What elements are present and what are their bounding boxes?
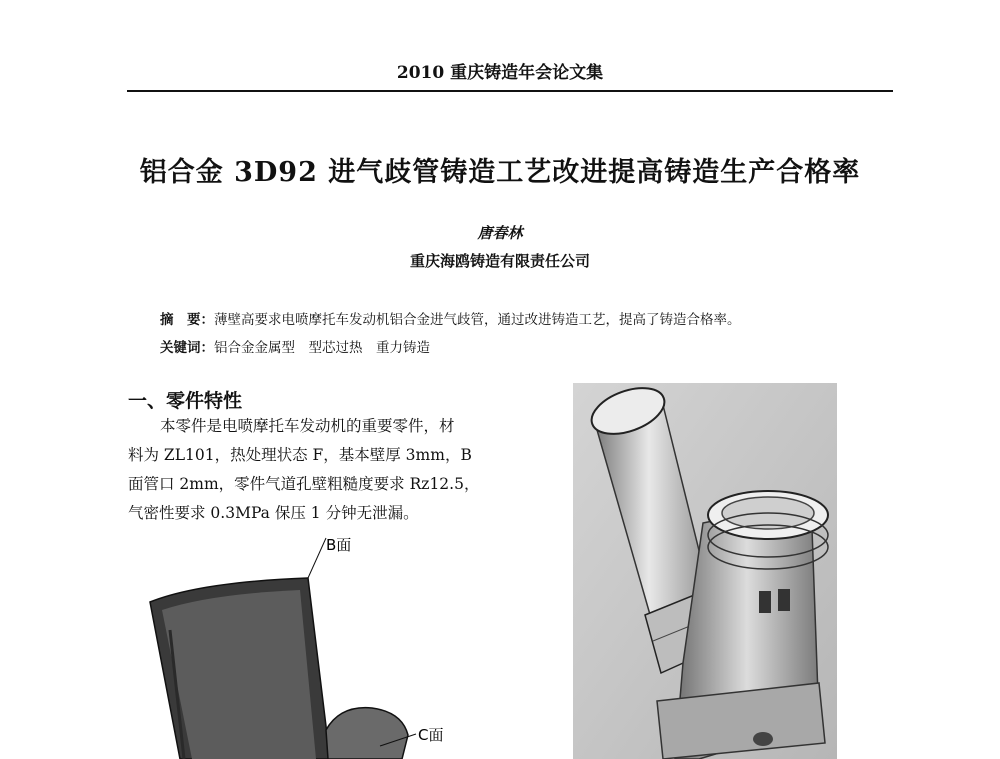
body-line: 本零件是电喷摩托车发动机的重要零件，材 [160,417,455,435]
body-line: 面管口 2mm，零件气道孔壁粗糙度要求 Rz12.5， [128,475,480,493]
author: 唐春林 [477,224,523,242]
c-face-label: C面 [418,726,444,744]
abstract [160,308,741,328]
keywords [160,336,430,356]
keywords-text: 铝合金金属型 型芯过热 重力铸造 [214,340,430,356]
abstract-text: 薄壁高要求电喷摩托车发动机铝合金进气歧管，通过改进铸造工艺，提高了铸造合格率。 [214,312,741,328]
manifold-photo [573,383,837,759]
running-header: 2010 重庆铸造年会论文集 [396,63,604,83]
body-line: 料为 ZL101，热处理状态 F，基本壁厚 3mm，B [128,446,472,464]
section-heading: 一、零件特性 [128,390,243,412]
abstract-label: 摘 要： [160,312,214,328]
section-body [128,412,508,528]
keywords-label: 关键词： [160,340,214,356]
affiliation: 重庆海鸥铸造有限责任公司 [409,252,590,270]
paper-title: 铝合金 3D92 进气歧管铸造工艺改进提高铸造生产合格率 [139,157,861,188]
cross-section-drawing [140,530,470,759]
header-rule [127,90,893,92]
b-face-label: B面 [326,536,352,554]
body-line: 气密性要求 0.3MPa 保压 1 分钟无泄漏。 [128,504,419,522]
